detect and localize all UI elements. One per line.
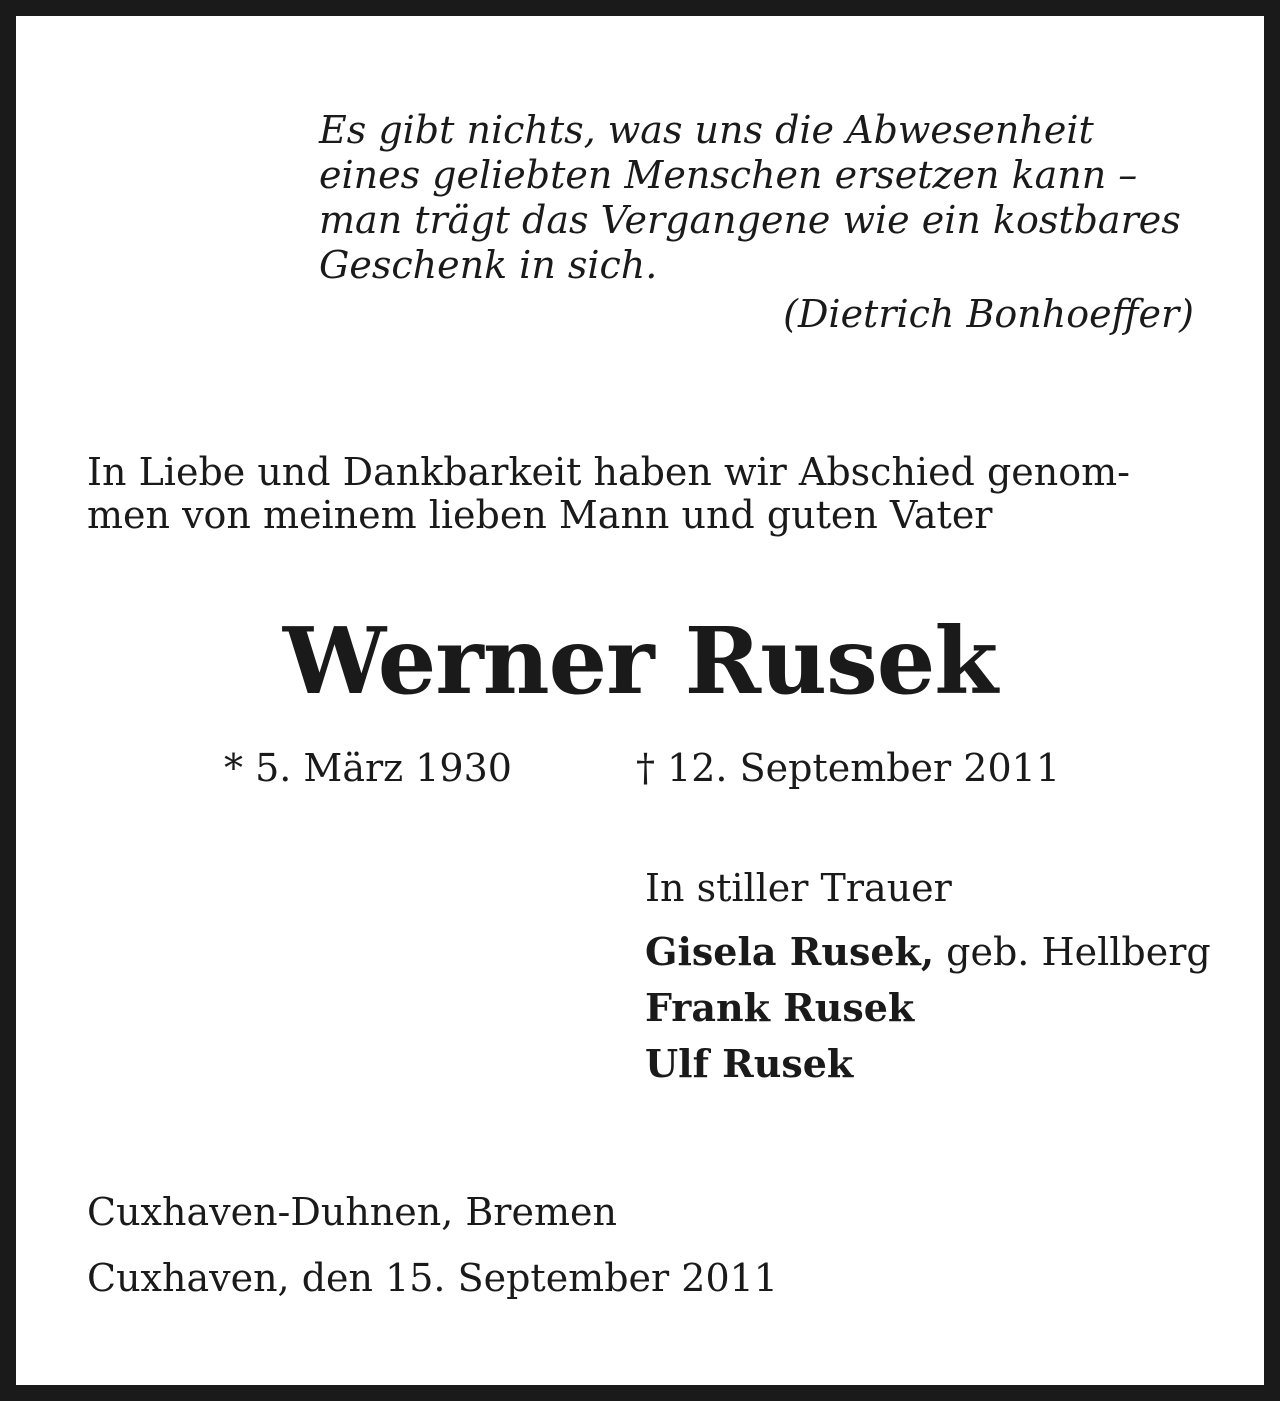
places-line: Cuxhaven-Duhnen, Bremen	[87, 1190, 617, 1234]
mourning-heading: In stiller Trauer	[645, 866, 952, 910]
intro-text	[87, 451, 1130, 537]
dateline: Cuxhaven, den 15. September 2011	[87, 1256, 778, 1300]
mourner-note: geb. Hellberg	[934, 930, 1211, 974]
intro-line: In Liebe und Dankbarkeit haben wir Abschied genom-	[87, 450, 1130, 494]
birth-date: * 5. März 1930	[224, 746, 512, 790]
quote-line: Es gibt nichts, was uns die Abwesenheit	[319, 108, 1094, 152]
mourner-entry	[645, 928, 1211, 976]
intro-line: men von meinem lieben Mann und guten Vater	[87, 493, 993, 537]
quote-line: eines geliebten Menschen ersetzen kann –	[319, 153, 1138, 197]
quote-block	[319, 108, 1181, 288]
mourner-entry	[645, 1040, 853, 1088]
death-date: † 12. September 2011	[636, 746, 1060, 790]
mourner-name: Gisela Rusek,	[645, 929, 935, 974]
mourner-name: Ulf Rusek	[645, 1041, 854, 1086]
quote-author: (Dietrich Bonhoeffer)	[783, 292, 1194, 336]
quote-line: Geschenk in sich.	[319, 243, 658, 287]
deceased-name: Werner Rusek	[282, 607, 998, 715]
mourner-name: Frank Rusek	[645, 985, 915, 1030]
quote-line: man trägt das Vergangene wie ein kostbares	[319, 198, 1181, 242]
mourner-entry	[645, 984, 914, 1032]
